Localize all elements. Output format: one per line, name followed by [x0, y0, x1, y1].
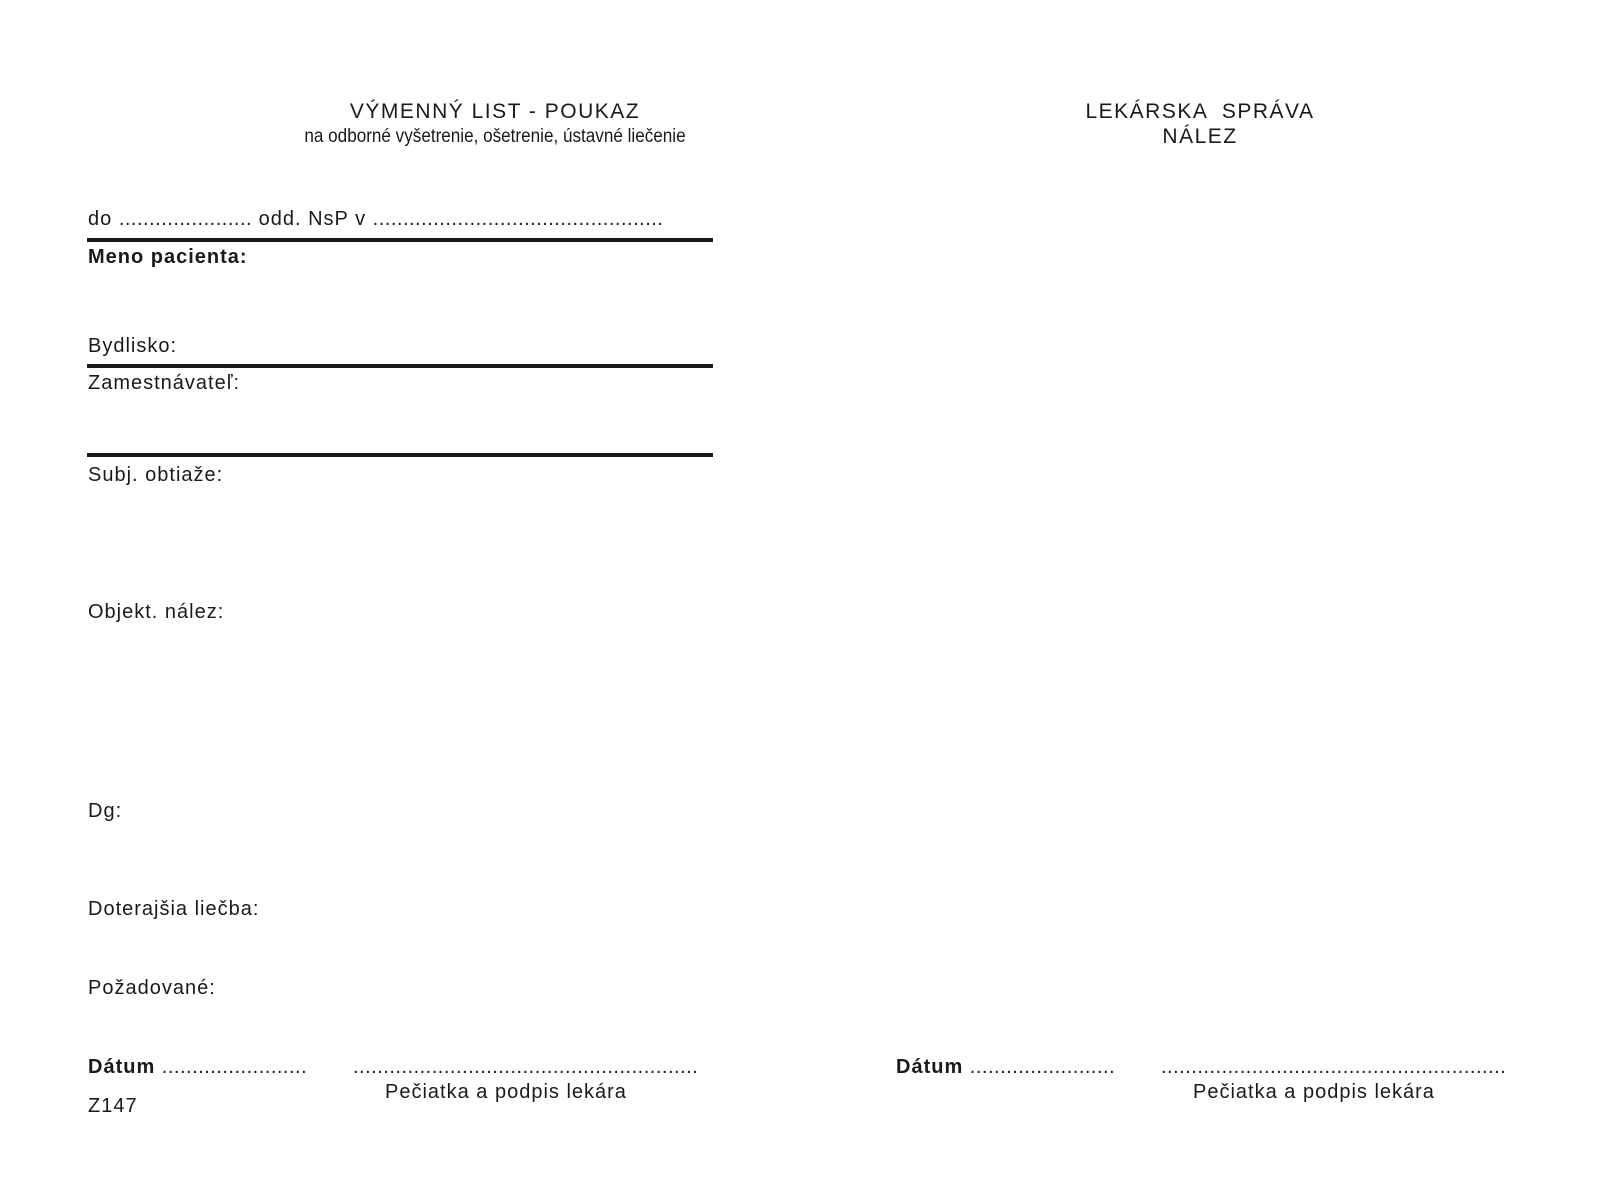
date-label: Dátum — [88, 1056, 156, 1078]
diagnosis-label: Dg: — [88, 800, 123, 822]
form-code: Z147 — [88, 1095, 138, 1117]
signature-caption: Pečiatka a podpis lekára — [385, 1081, 627, 1103]
patient-name-label: Meno pacienta: — [88, 246, 248, 268]
divider-residence — [87, 364, 713, 368]
do-field[interactable]: ...................... — [118, 208, 253, 230]
objective-finding-label: Objekt. nález: — [88, 601, 225, 623]
medical-report-panel — [800, 0, 1600, 1200]
odd-field[interactable]: ................................................ — [372, 208, 664, 230]
medical-report-title: LEKÁRSKA SPRÁVA — [1085, 100, 1315, 123]
exchange-sheet-title: VÝMENNÝ LIST - POUKAZ — [349, 100, 641, 123]
odd-label: odd. NsP v — [258, 208, 367, 230]
subjective-complaints-label: Subj. obtiaže: — [88, 464, 224, 486]
do-label: do — [88, 208, 113, 230]
employer-label: Zamestnávateľ: — [88, 372, 241, 394]
finding-title: NÁLEZ — [1162, 125, 1238, 148]
residence-label: Bydlisko: — [88, 335, 178, 357]
destination-line — [88, 208, 663, 231]
previous-treatment-label: Doterajšia liečba: — [88, 898, 260, 920]
exchange-sheet-subtitle: na odborné vyšetrenie, ošetrenie, ústavné liečenie — [304, 126, 686, 147]
report-signature-caption: Pečiatka a podpis lekára — [1193, 1081, 1435, 1103]
signature-field[interactable]: ......................................................... — [353, 1056, 699, 1078]
report-signature-field[interactable]: ......................................................... — [1161, 1056, 1507, 1078]
divider-employer — [87, 453, 713, 457]
date-field[interactable]: ........................ — [161, 1056, 308, 1078]
requested-label: Požadované: — [88, 977, 216, 999]
date-line — [88, 1056, 307, 1079]
divider-top — [87, 238, 713, 242]
report-date-label: Dátum — [896, 1056, 964, 1078]
report-date-line — [896, 1056, 1115, 1079]
report-date-field[interactable]: ........................ — [969, 1056, 1116, 1078]
